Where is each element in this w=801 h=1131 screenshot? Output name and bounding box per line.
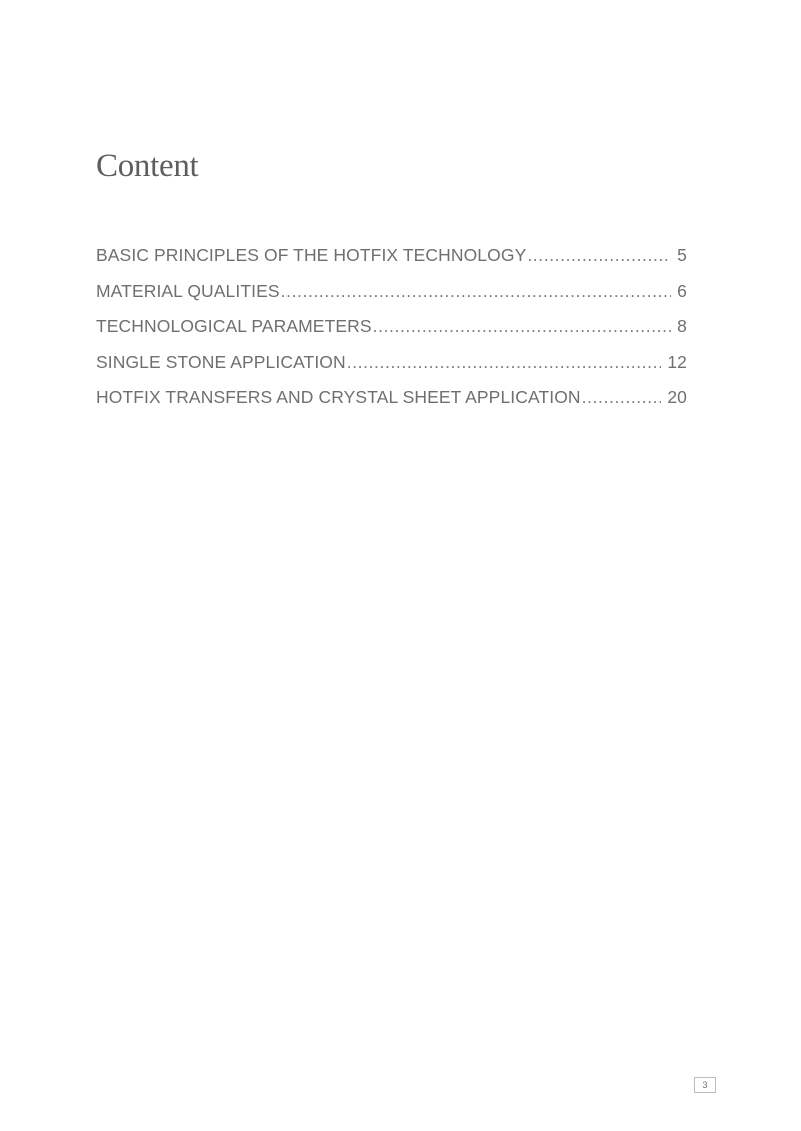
toc-entry-page-number: 12 (667, 351, 687, 372)
toc-entry-technological-parameters[interactable] (96, 311, 687, 347)
page-title: Content (96, 148, 199, 184)
toc-entry-label: SINGLE STONE APPLICATION (96, 351, 346, 372)
toc-entry-hotfix-transfers[interactable] (96, 382, 687, 418)
page-number: 3 (694, 1077, 716, 1093)
toc-dot-leader (527, 240, 671, 270)
toc-entry-label: BASIC PRINCIPLES OF THE HOTFIX TECHNOLOGY (96, 245, 527, 265)
toc-entry-label: HOTFIX TRANSFERS AND CRYSTAL SHEET APPLICATION (96, 387, 581, 407)
toc-entry-page-number: 5 (677, 245, 687, 265)
toc-dot-leader (347, 347, 662, 377)
toc-dot-leader (582, 382, 662, 412)
toc-entry-label: MATERIAL QUALITIES (96, 280, 280, 301)
toc-dot-leader (281, 276, 672, 306)
toc-entry-single-stone-application[interactable] (96, 347, 687, 383)
toc-entry-page-number: 20 (667, 387, 687, 407)
toc-entry-basic-principles[interactable] (96, 240, 687, 276)
toc-entry-page-number: 8 (677, 316, 687, 336)
table-of-contents (96, 240, 687, 418)
toc-entry-page-number: 6 (677, 280, 687, 301)
toc-entry-label: TECHNOLOGICAL PARAMETERS (96, 316, 372, 336)
toc-dot-leader (373, 311, 672, 341)
toc-entry-material-qualities[interactable] (96, 276, 687, 312)
